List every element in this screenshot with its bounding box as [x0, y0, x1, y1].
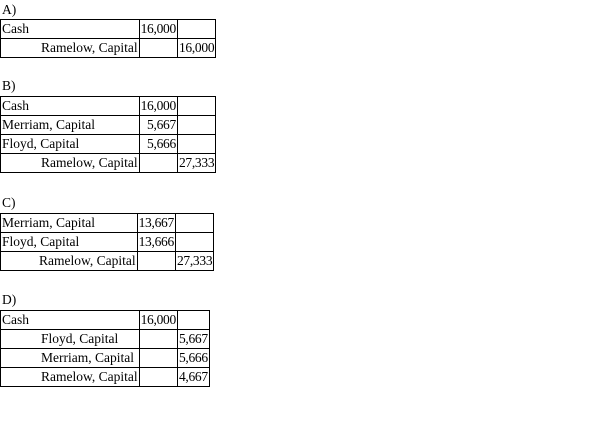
credit-amount	[177, 20, 215, 39]
account-name: Merriam, Capital	[1, 116, 140, 135]
table-row	[1, 97, 216, 116]
credit-amount: 16,000	[177, 39, 215, 58]
table-row	[1, 135, 216, 154]
debit-amount: 16,000	[139, 20, 177, 39]
table-row	[1, 252, 214, 271]
table-row	[1, 20, 216, 39]
credit-amount: 4,667	[177, 368, 209, 387]
account-name: Merriam, Capital	[1, 349, 140, 368]
debit-amount: 16,000	[139, 97, 177, 116]
credit-amount: 5,666	[177, 349, 209, 368]
account-name: Ramelow, Capital	[1, 39, 140, 58]
credit-amount	[177, 116, 215, 135]
journal-entry-table	[0, 213, 214, 271]
debit-amount: 16,000	[139, 311, 177, 330]
table-row	[1, 214, 214, 233]
account-name: Ramelow, Capital	[1, 154, 140, 173]
option-label: D)	[2, 292, 17, 307]
credit-amount	[175, 214, 213, 233]
credit-amount: 5,667	[177, 330, 209, 349]
option-label: A)	[2, 2, 17, 17]
account-name: Cash	[1, 311, 140, 330]
journal-entry-table	[0, 19, 216, 58]
journal-entry-table	[0, 96, 216, 173]
debit-amount	[137, 252, 175, 271]
debit-amount	[139, 39, 177, 58]
table-row	[1, 330, 210, 349]
debit-amount: 13,666	[137, 233, 175, 252]
debit-amount: 13,667	[137, 214, 175, 233]
account-name: Ramelow, Capital	[1, 252, 138, 271]
credit-amount: 27,333	[175, 252, 213, 271]
option-label: C)	[2, 195, 16, 210]
journal-entry-table	[0, 310, 210, 387]
table-row	[1, 311, 210, 330]
credit-amount	[177, 311, 209, 330]
table-row	[1, 233, 214, 252]
credit-amount	[175, 233, 213, 252]
table-row	[1, 349, 210, 368]
table-row	[1, 116, 216, 135]
credit-amount	[177, 97, 215, 116]
debit-amount	[139, 154, 177, 173]
table-row	[1, 39, 216, 58]
credit-amount	[177, 135, 215, 154]
debit-amount	[139, 368, 177, 387]
account-name: Cash	[1, 20, 140, 39]
account-name: Ramelow, Capital	[1, 368, 140, 387]
option-label: B)	[2, 78, 16, 93]
account-name: Floyd, Capital	[1, 233, 138, 252]
account-name: Floyd, Capital	[1, 330, 140, 349]
debit-amount: 5,667	[139, 116, 177, 135]
account-name: Floyd, Capital	[1, 135, 140, 154]
account-name: Cash	[1, 97, 140, 116]
debit-amount	[139, 349, 177, 368]
table-row	[1, 154, 216, 173]
table-row	[1, 368, 210, 387]
credit-amount: 27,333	[177, 154, 215, 173]
debit-amount: 5,666	[139, 135, 177, 154]
account-name: Merriam, Capital	[1, 214, 138, 233]
debit-amount	[139, 330, 177, 349]
